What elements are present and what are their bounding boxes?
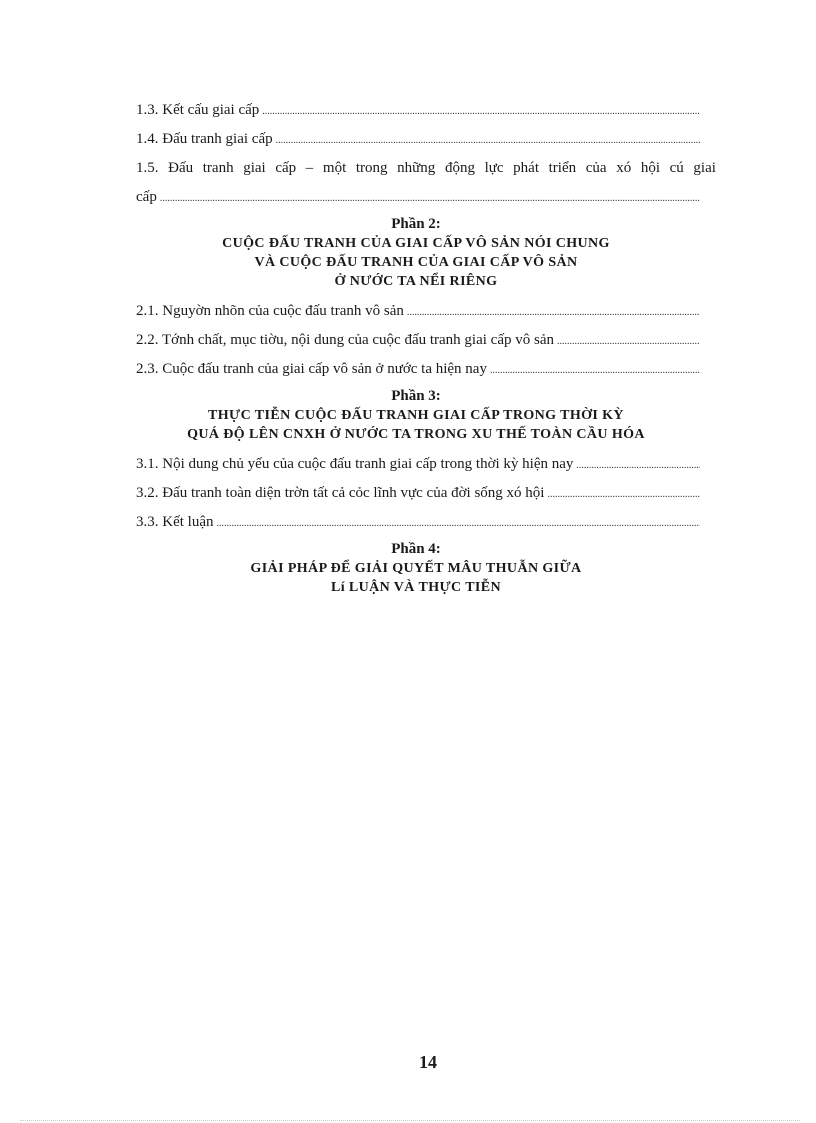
part-heading-line: CUỘC ĐẤU TRANH CỦA GIAI CẤP VÔ SẢN NÓI CHUNG — [222, 236, 610, 251]
toc-entry-1-5[interactable] — [136, 154, 716, 212]
page-edge-rule — [20, 1120, 800, 1121]
toc-entry-1-3[interactable] — [136, 96, 716, 125]
toc-entry-1-4[interactable] — [136, 125, 716, 154]
part-heading-line: QUÁ ĐỘ LÊN CNXH Ở NƯỚC TA TRONG XU THẾ TOÀN CẦU HÓA — [187, 427, 645, 442]
toc-entry-label: 1.4. Đấu tranh giai cấp — [136, 131, 273, 147]
toc-entry-label: 1.3. Kết cấu giai cấp — [136, 102, 260, 118]
toc-entry-3-3[interactable] — [136, 508, 716, 537]
toc-entry-2-1[interactable] — [136, 297, 716, 326]
toc-entry-3-1[interactable] — [136, 450, 716, 479]
part-heading-line: GIẢI PHÁP ĐỂ GIẢI QUYẾT MÂU THUẪN GIỮA — [250, 561, 582, 576]
dot-leader — [262, 97, 700, 126]
toc-entry-2-2[interactable] — [136, 326, 716, 355]
toc-entry-label-line1: 1.5. Đấu tranh giai cấp – một trong những động lực phát triển của xó hội cú giai — [136, 160, 716, 176]
part-3-header — [136, 387, 696, 444]
part-heading-line: THỰC TIỄN CUỘC ĐẤU TRANH GIAI CẤP TRONG THỜI KỲ — [208, 408, 624, 423]
page-number: 14 — [419, 1052, 437, 1072]
toc-entry-label: 3.2. Đấu tranh toàn diện trờn tất cả cỏc lĩnh vực của đời sống xó hội — [136, 485, 545, 501]
part-title: Phần 2: — [391, 216, 441, 232]
part-title: Phần 4: — [391, 541, 441, 557]
toc-entry-label-line2: cấp ..... — [136, 183, 716, 212]
toc-entry-label: 2.2. Tớnh chất, mục tiờu, nội dung của cuộc đấu tranh giai cấp vô sản — [136, 332, 554, 348]
toc-entry-2-3[interactable] — [136, 355, 716, 384]
dot-leader — [216, 509, 700, 538]
part-heading-line: VÀ CUỘC ĐẤU TRANH CỦA GIAI CẤP VÔ SẢN — [254, 255, 578, 270]
dot-leader — [557, 327, 700, 356]
part-2-header — [136, 215, 696, 291]
part-heading-line: Ở NƯỚC TA NỂI RIÊNG — [334, 274, 498, 289]
dot-leader — [490, 356, 700, 385]
part-title: Phần 3: — [391, 388, 441, 404]
dot-leader — [576, 451, 700, 480]
toc-entry-label: 2.1. Nguyờn nhõn của cuộc đấu tranh vô sản — [136, 303, 404, 319]
dot-leader — [547, 480, 700, 509]
dot-leader — [160, 184, 700, 213]
toc-entry-label: 3.1. Nội dung chủ yếu của cuộc đấu tranh giai cấp trong thời kỳ hiện nay — [136, 456, 574, 472]
dot-leader — [276, 126, 700, 155]
toc-entry-label: 3.3. Kết luận — [136, 514, 214, 530]
toc-page — [136, 96, 716, 597]
part-heading-line: Lí LUẬN VÀ THỰC TIỄN — [330, 580, 502, 595]
dot-leader — [407, 298, 700, 327]
toc-entry-3-2[interactable] — [136, 479, 716, 508]
toc-entry-label: 2.3. Cuộc đấu tranh của giai cấp vô sản ở nước ta hiện nay — [136, 361, 487, 377]
part-4-header — [136, 540, 696, 597]
